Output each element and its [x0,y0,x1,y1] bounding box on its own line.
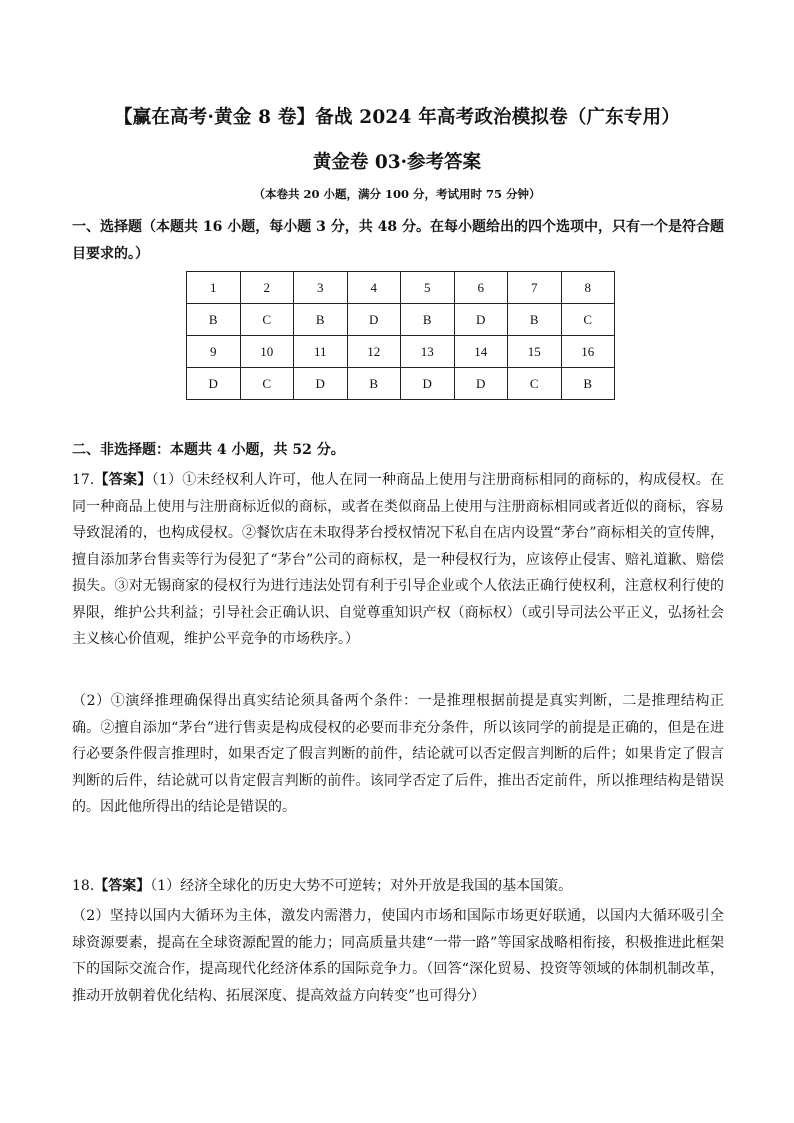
table-cell: 5 [401,272,455,304]
page-subtitle: 黄金卷 03·参考答案 [312,152,482,173]
table-cell: 7 [508,272,562,304]
table-cell: 15 [508,336,562,368]
table-cell: 2 [240,272,294,304]
table-cell: C [561,304,615,336]
table-row [187,304,615,336]
exam-note: （本卷共 20 小题，满分 100 分，考试用时 75 分钟） [253,187,541,201]
q17-answer-part1 [72,467,724,653]
q17-part1-text: （1）①未经权利人许可，他人在同一种商品上使用与注册商标相同的商标的，构成侵权。在同一种商品上使用与注册商标近似的商标，或者在类似商品上使用与注册商标相同或者近似的商标，容易导致混淆的，也构成侵权。②餐饮店在未取得茅台授权情况下私自在店内设置“茅台”商标相关的宣传牌，擅自添加茅台售卖等行为侵犯了“茅台”公司的商标权，是一种侵权行为，应该停止侵害、赔礼道歉、赔偿损失。③对无锡商家的侵权行为进行违法处罚有利于引导企业或个人依法正确行使权利，注意权利行使的界限，维护公共利益；引导社会正确认识、自觉尊重知识产权（商标权）（或引导司法公平正义，弘扬社会主义核心价值观，维护公平竞争的市场秩序。） [72,472,725,647]
table-cell: 9 [187,336,241,368]
answer-table [186,271,615,400]
table-cell: B [294,304,348,336]
page-title: 【赢在高考·黄金 8 卷】备战 2024 年高考政治模拟卷（广东专用） [113,107,681,128]
table-row [187,368,615,400]
q17-number: 17. [72,472,95,488]
table-row [187,272,615,304]
table-row [187,336,615,368]
table-cell: B [187,304,241,336]
q18-part1-text: （1）经济全球化的历史大势不可逆转；对外开放是我国的基本国策。 [150,878,573,894]
table-cell: D [401,368,455,400]
table-cell: B [508,304,562,336]
q18-answer-part2: （2）坚持以国内大循环为主体，激发内需潜力，使国内市场和国际市场更好联通，以国内大循环吸引全球资源要素，提高在全球资源配置的能力；同高质量共建“一带一路”等国家战略相衔接，积极推进此框架下的国际交流合作，提高现代化经济体系的国际竞争力。（回答“深化贸易、投资等领域的体制机制改革，推动开放朝着优化结构、拓展深度、提高效益方向转变”也可得分） [72,908,724,1004]
table-cell: 6 [454,272,508,304]
q18-answer-part1 [72,873,724,900]
q18-answer-tag: 【答案】 [94,878,151,894]
table-cell: D [454,368,508,400]
table-cell: C [240,368,294,400]
table-cell: 10 [240,336,294,368]
table-cell: 12 [347,336,401,368]
table-cell: B [401,304,455,336]
table-cell: C [508,368,562,400]
table-cell: 14 [454,336,508,368]
table-cell: 8 [561,272,615,304]
table-cell: C [240,304,294,336]
table-cell: D [454,304,508,336]
q17-answer-part2: （2）①演绎推理确保得出真实结论须具备两个条件：一是推理根据前提是真实判断，二是推理结构正确。②擅自添加“茅台”进行售卖是构成侵权的必要而非充分条件，所以该同学的前提是正确的，但是在进行必要条件假言推理时，如果否定了假言判断的前件，结论就可以否定假言判断的后件；如果肯定了假言判断的后件，结论就可以肯定假言判断的前件。该同学否定了后件，推出否定前件，所以推理结构是错误的。因此他所得出的结论是错误的。 [72,693,724,815]
table-cell: D [347,304,401,336]
table-cell: B [561,368,615,400]
table-cell: 4 [347,272,401,304]
table-cell: 13 [401,336,455,368]
section1-heading: 一、选择题（本题共 16 小题，每小题 3 分，共 48 分。在每小题给出的四个选项中，只有一个是符合题目要求的。） [72,219,724,262]
table-cell: 3 [294,272,348,304]
section2-heading: 二、非选择题：本题共 4 小题，共 52 分。 [72,442,345,458]
table-cell: 1 [187,272,241,304]
q18-number: 18. [72,878,95,894]
table-cell: D [294,368,348,400]
table-cell: 16 [561,336,615,368]
table-cell: 11 [294,336,348,368]
table-cell: D [187,368,241,400]
q17-answer-tag: 【答案】 [94,472,152,488]
table-cell: B [347,368,401,400]
